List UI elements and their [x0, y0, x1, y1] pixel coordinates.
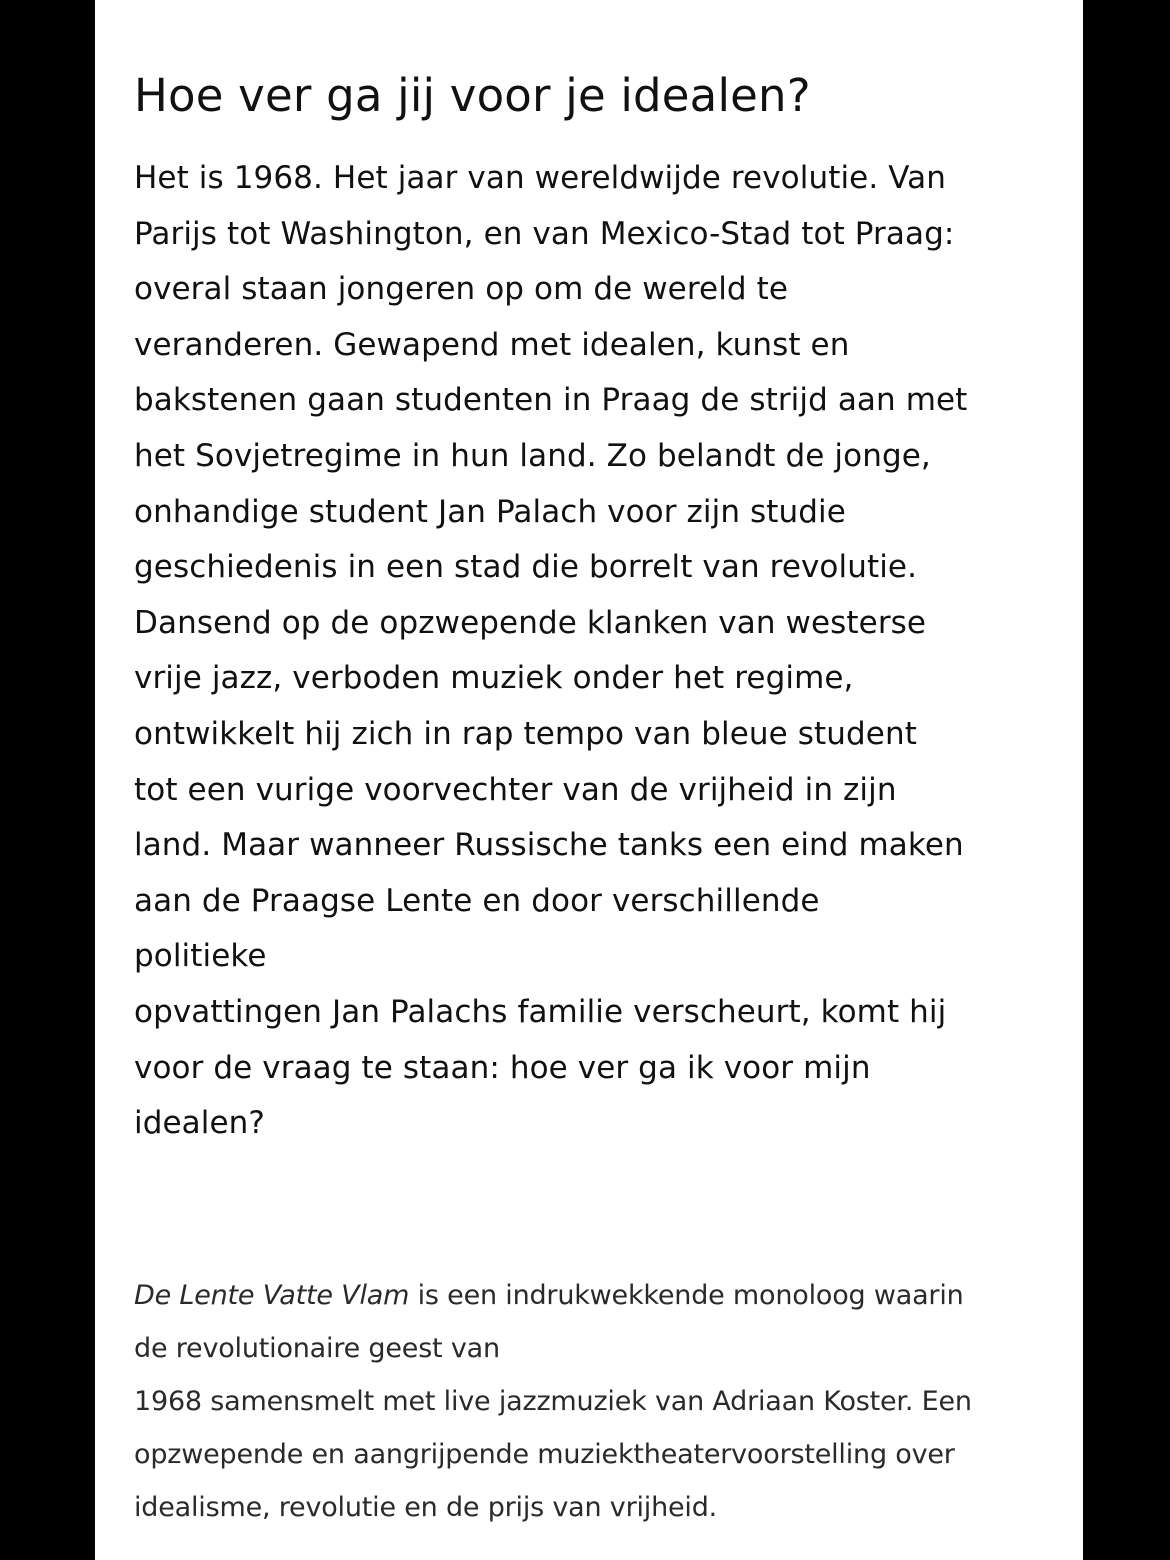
lead-line: ontwikkelt hij zich in rap tempo van bleue student [134, 715, 917, 752]
lead-line: opvattingen Jan Palachs familie verscheurt, komt hij [134, 993, 947, 1030]
article-page [95, 0, 1083, 1560]
lead-line: voor de vraag te staan: hoe ver ga ik voor mijn [134, 1049, 871, 1086]
lead-line: veranderen. Gewapend met idealen, kunst en [134, 326, 850, 363]
description-line: 1968 samensmelt met live jazzmuziek van Adriaan Koster. Een [134, 1385, 972, 1417]
show-title: De Lente Vatte Vlam [134, 1279, 410, 1311]
lead-line: Parijs tot Washington, en van Mexico-Stad tot Praag: [134, 215, 955, 252]
lead-paragraph [134, 151, 1053, 1152]
lead-line: politieke [134, 938, 267, 975]
lead-line: tot een vurige voorvechter van de vrijheid in zijn [134, 771, 897, 808]
lead-line: Het is 1968. Het jaar van wereldwijde revolutie. Van [134, 160, 946, 196]
article-heading: Hoe ver ga jij voor je idealen? [134, 69, 811, 122]
lead-line: vrije jazz, verboden muziek onder het regime, [134, 660, 854, 697]
lead-line: land. Maar wanneer Russische tanks een eind maken [134, 827, 964, 864]
lead-line: het Sovjetregime in hun land. Zo belandt de jonge, [134, 437, 931, 474]
description-line: idealisme, revolutie en de prijs van vrijheid. [134, 1491, 718, 1523]
lead-line: bakstenen gaan studenten in Praag de strijd aan met [134, 382, 968, 419]
lead-line: geschiedenis in een stad die borrelt van revolutie. [134, 549, 918, 586]
description-paragraph [134, 1269, 1053, 1534]
lead-line: aan de Praagse Lente en door verschillende [134, 882, 820, 919]
lead-line: Dansend op de opzwepende klanken van westerse [134, 604, 927, 641]
lead-line: onhandige student Jan Palach voor zijn studie [134, 493, 846, 530]
description-text: is een indrukwekkende monoloog waarin [409, 1279, 964, 1311]
description-line [134, 1269, 1053, 1322]
description-line: de revolutionaire geest van [134, 1332, 500, 1364]
lead-line: idealen? [134, 1105, 265, 1142]
description-line: opzwepende en aangrijpende muziektheatervoorstelling over [134, 1438, 955, 1470]
lead-line: overal staan jongeren op om de wereld te [134, 271, 789, 308]
